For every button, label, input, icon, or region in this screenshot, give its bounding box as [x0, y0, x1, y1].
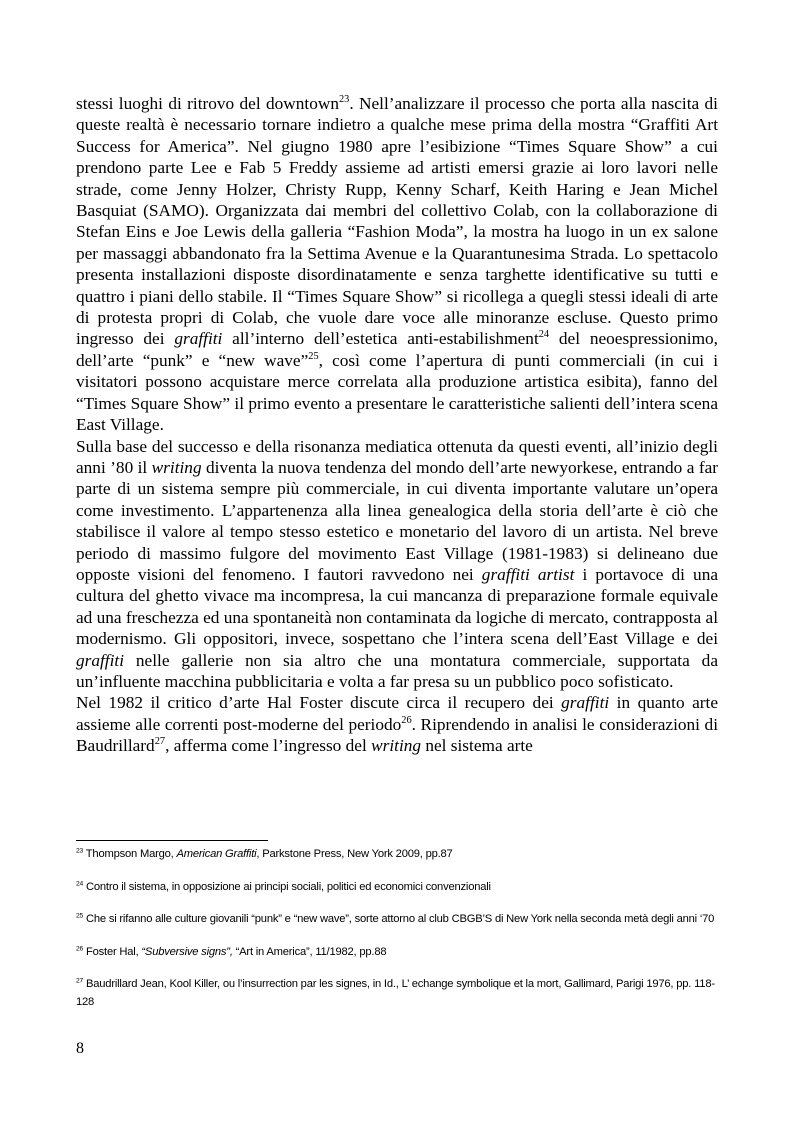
italic-term: graffiti artist — [481, 564, 575, 584]
paragraph-1 — [76, 93, 718, 436]
paragraph-3 — [76, 692, 718, 756]
italic-term: writing — [371, 736, 422, 756]
footnote-ref-24: 24 — [538, 329, 550, 341]
footnote-number: 23 — [76, 847, 84, 855]
footnote-ref-25: 25 — [308, 351, 319, 363]
paragraph-2 — [76, 436, 718, 693]
italic-term: graffiti — [76, 650, 125, 670]
text-run: Nel 1982 il critico d’arte Hal Foster discute circa il recupero dei — [76, 693, 562, 713]
footnote-25 — [76, 911, 718, 929]
text-run: diventa la nuova tendenza del mondo dell’arte newyorkese, entrando a far parte di un sistema sempre più commerciale, in cui diventa importante valutare un’opera come investimento. L’appartenenza alla linea genealogica della storia dell’arte è ciò che stabilisce il valore al tempo stesso estetico e monetario del lavoro di un artista. Nel breve periodo di massimo fulgore del movimento East Village (1981-1983) si delineano due opposte visioni del fenomeno. I fautori ravvedono nei — [76, 457, 719, 584]
footnote-number: 27 — [76, 977, 84, 985]
footnote-text: Foster Hal, — [83, 945, 142, 958]
text-run: nel sistema arte — [421, 736, 533, 756]
body-text — [76, 93, 718, 757]
footnote-ref-27: 27 — [154, 736, 166, 748]
footnote-number: 24 — [76, 879, 84, 887]
footnote-text: “Art in America”, 11/1982, pp.88 — [232, 945, 387, 958]
text-run: all’interno dell’estetica anti-estabilishment — [222, 329, 539, 349]
text-run: stessi luoghi di ritrovo del downtown — [76, 94, 339, 113]
document-page — [76, 93, 718, 757]
text-run: in quanto arte assieme alle correnti post-moderne del periodo — [76, 693, 718, 734]
italic-term: graffiti — [561, 693, 610, 713]
footnote-number: 25 — [76, 912, 84, 920]
text-run: . Riprendendo in analisi le considerazioni di Baudrillard — [76, 714, 718, 756]
text-run: . Nell’analizzare il processo che porta alla nascita di queste realtà è necessario tornare indietro a qualche mese prima della mostra “Graffiti Art Success for America”. Nel giugno 1980 apre l’esibizione “Times Square Show” a cui prendono parte Lee e Fab 5 Freddy assieme ad artisti emersi grazie ai loro lavori nelle strade, come Jenny Holzer, Christy Rupp, Kenny Scharf, Keith Haring e Jean Michel Basquiat (SAMO). Organizzata dai membri del collettivo Colab, con la collaborazione di Stefan Eins e Joe Lewis della galleria “Fashion Moda”, la mostra ha luogo in un ex salone per massaggi abbandonato fra la Settima Avenue e la Quarantunesima Strada. Lo spettacolo presenta installazioni disposte disordinatamente e senza targhette identificative su tutti e quattro i piani dello stabile. Il “Times Square Show” si ricollega a quegli stessi ideali di arte di protesta propri di Colab, che vuole dare voce alle minoranze escluse. Questo primo ingresso dei — [76, 94, 718, 349]
footnote-24 — [76, 879, 718, 897]
text-run: , afferma come l’ingresso del — [165, 736, 372, 756]
footnote-ref-23: 23 — [338, 94, 350, 106]
page-number: 8 — [76, 1040, 84, 1057]
footnote-26 — [76, 944, 718, 962]
footnote-italic: American Graffiti — [176, 848, 257, 860]
footnote-text: Che si rifanno alle culture giovanili “punk” e “new wave”, sorte attorno al club CBGB’S di New York nella seconda metà degli anni ‘70 — [83, 913, 715, 925]
footnote-italic: “Subversive signs”, — [141, 945, 233, 958]
italic-term: graffiti — [174, 329, 223, 349]
footnote-text: Baudrillard Jean, Kool Killer, ou l’insurrection par les signes, in Id., L’ echange symbolique et la mort, Gallimard, Parigi 1976, pp. 118-128 — [76, 978, 715, 1008]
text-run: Sulla base del successo e della risonanza mediatica ottenuta da questi eventi, all’inizio degli anni ’80 il — [76, 436, 718, 477]
footnote-text: Thompson Margo, — [83, 848, 177, 860]
footnote-text: , Parkstone Press, New York 2009, pp.87 — [256, 848, 453, 860]
text-run: , così come l’apertura di punti commerciali (in cui i visitatori possono acquistare merce correlata alla produzione artistica esibita), fanno del “Times Square Show” il primo evento a presentare le caratteristiche salienti dell’intera scena East Village. — [76, 350, 718, 435]
footnote-number: 26 — [76, 944, 84, 952]
footnote-ref-26: 26 — [401, 715, 412, 727]
footnote-23 — [76, 846, 718, 864]
footnotes — [76, 846, 718, 1026]
footnote-text: Contro il sistema, in opposizione ai principi sociali, politici ed economici convenzionali — [83, 880, 491, 893]
footnote-separator — [76, 840, 268, 841]
italic-term: writing — [151, 457, 202, 477]
footnote-27 — [76, 976, 718, 1011]
text-run: del neoespressionimo, dell’arte “punk” e “new wave” — [76, 329, 718, 370]
text-run: nelle gallerie non sia altro che una montatura commerciale, supportata da un’influente macchina pubblicitaria e volta a far presa su un pubblico poco sofisticato. — [76, 650, 718, 691]
text-run: i portavoce di una cultura del ghetto vivace ma incompresa, la cui mancanza di preparazione formale equivale ad una freschezza ed una spontaneità non contaminata da logiche di mercato, contrapposta al modernismo. Gli oppositori, invece, sospettano che l’intera scena dell’East Village e dei — [76, 564, 719, 649]
